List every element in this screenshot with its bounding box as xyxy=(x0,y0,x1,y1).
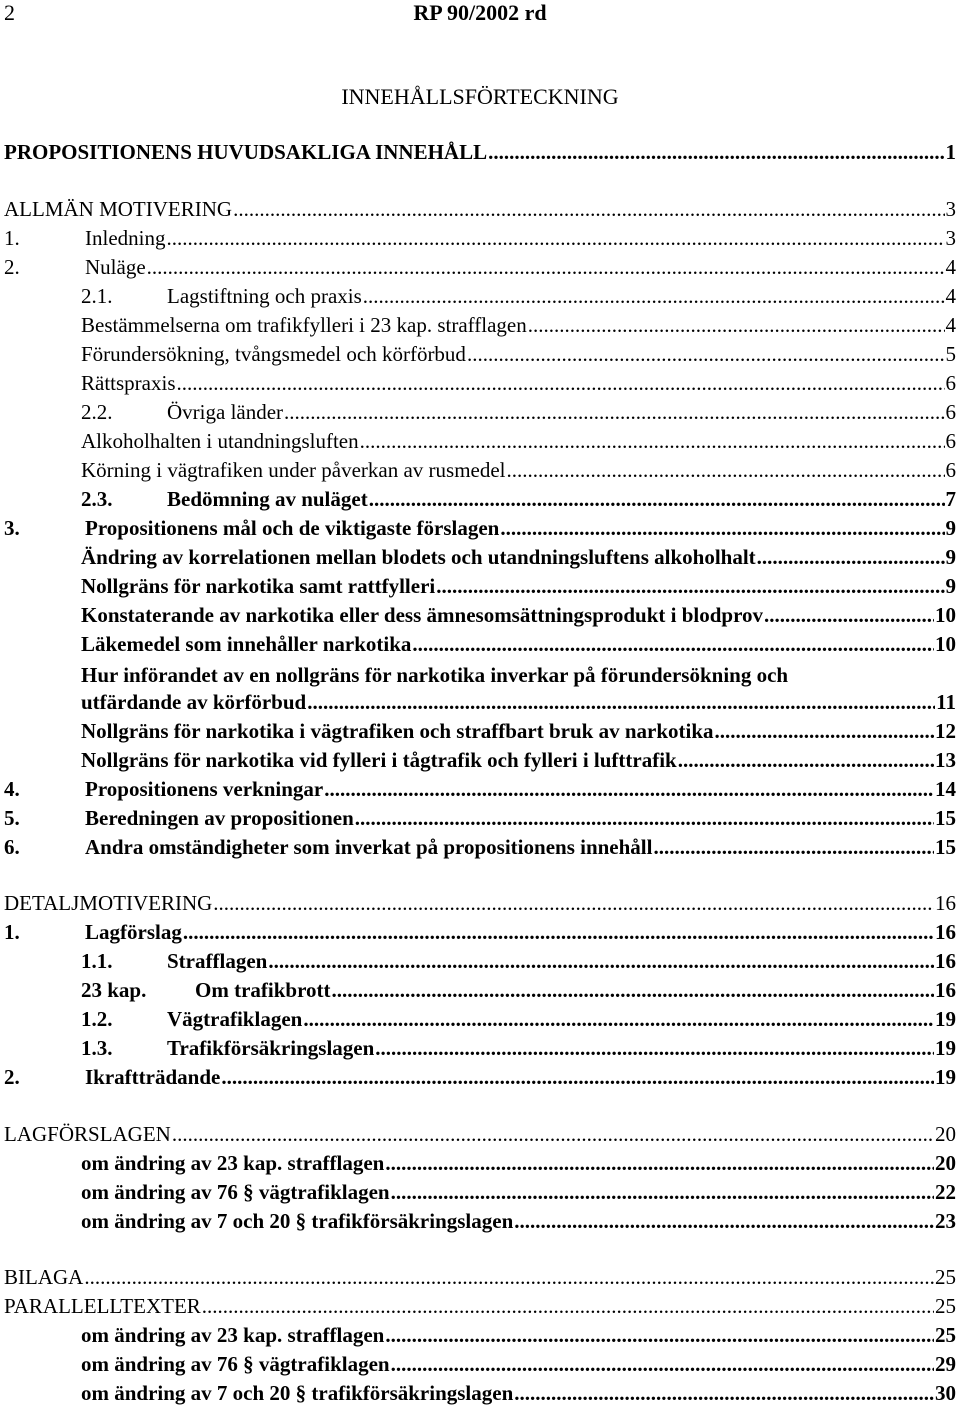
toc-entry xyxy=(81,400,956,429)
toc-entry-page: 6 xyxy=(945,371,956,395)
dot-leader xyxy=(303,1007,934,1032)
dot-leader xyxy=(412,632,934,657)
toc-entry-title: Läkemedel som innehåller narkotika xyxy=(81,632,412,656)
toc-entry-page: 15 xyxy=(935,806,956,830)
toc-entry-title: Strafflagen xyxy=(167,949,268,973)
toc-entry xyxy=(81,429,956,458)
toc-entry xyxy=(81,719,956,748)
toc-entry-number: 2. xyxy=(4,1065,20,1089)
toc-title: INNEHÅLLSFÖRTECKNING xyxy=(341,84,619,109)
toc-entry xyxy=(81,1381,956,1410)
toc-entry-number: 1.3. xyxy=(81,1036,113,1060)
toc-entry xyxy=(4,835,956,864)
dot-leader xyxy=(391,1352,934,1377)
toc-entry-page: 23 xyxy=(935,1209,956,1233)
toc-entry-title xyxy=(81,661,956,690)
toc-entry-number: 1.1. xyxy=(81,949,113,973)
toc-entry-title: Ändring av korrelationen mellan blodets och utandningsluftens alkoholhalt xyxy=(81,545,756,569)
toc-entry xyxy=(81,371,956,400)
toc-entry-title: om ändring av 7 och 20 § trafikförsäkringslagen xyxy=(81,1381,514,1405)
dot-leader xyxy=(385,1323,934,1348)
toc-entry-number: 2. xyxy=(4,255,20,279)
toc-entry-title-line: utfärdande av körförbud xyxy=(81,690,307,714)
toc-entry xyxy=(4,891,956,920)
toc-entry-title: Inledning xyxy=(85,226,166,250)
toc-entry-title: Lagförslag xyxy=(85,920,182,944)
toc-entry-title-line: Hur införandet av en nollgräns för narkotika inverkar på förundersökning och xyxy=(81,663,789,687)
toc-entry xyxy=(4,1294,956,1323)
toc-entry xyxy=(81,545,956,574)
toc-entry-title: Bedömning av nuläget xyxy=(167,487,368,511)
toc-entry-page: 6 xyxy=(945,429,956,453)
toc-entry xyxy=(4,226,956,255)
toc-entry-title: Andra omständigheter som inverkat på propositionens innehåll xyxy=(85,835,653,859)
toc-entry xyxy=(4,140,956,169)
page-number: 2 xyxy=(4,0,15,25)
toc-entry xyxy=(81,632,956,661)
toc-entry xyxy=(81,748,956,777)
dot-leader xyxy=(221,1065,934,1090)
toc-entry-title: Trafikförsäkringslagen xyxy=(167,1036,375,1060)
toc-entry-number: 1. xyxy=(4,226,20,250)
dot-leader xyxy=(363,284,945,309)
toc-entry-page: 13 xyxy=(935,748,956,772)
dot-leader xyxy=(391,1180,934,1205)
toc-entry xyxy=(81,978,956,1007)
dot-leader xyxy=(284,400,944,425)
toc-entry-title: ALLMÄN MOTIVERING xyxy=(4,197,233,221)
toc-entry-page: 16 xyxy=(935,978,956,1002)
toc-entry-title: Övriga länder xyxy=(167,400,284,424)
toc-entry-number: 2.2. xyxy=(81,400,113,424)
dot-leader xyxy=(183,920,934,945)
toc-entry xyxy=(81,1007,956,1036)
toc-entry-title: Nollgräns för narkotika i vägtrafiken och straffbart bruk av narkotika xyxy=(81,719,714,743)
toc-entry xyxy=(4,777,956,806)
dot-leader xyxy=(757,545,945,570)
dot-leader xyxy=(360,429,945,454)
toc-entry-title: Rättspraxis xyxy=(81,371,176,395)
toc-entry-page: 10 xyxy=(935,603,956,627)
dot-leader xyxy=(375,1036,934,1061)
toc-entry-number: 3. xyxy=(4,516,20,540)
toc-entry-number: 1.2. xyxy=(81,1007,113,1031)
toc-entry xyxy=(4,1065,956,1094)
toc-entry-number: 1. xyxy=(4,920,20,944)
toc-entry-title: om ändring av 76 § vägtrafiklagen xyxy=(81,1352,390,1376)
toc-entry-title: om ändring av 23 kap. strafflagen xyxy=(81,1323,385,1347)
toc-entry-number: 2.1. xyxy=(81,284,113,308)
toc-entry-page: 25 xyxy=(935,1265,956,1289)
toc-entry-title: Körning i vägtrafiken under påverkan av rusmedel xyxy=(81,458,506,482)
dot-leader xyxy=(678,748,934,773)
toc-entry xyxy=(81,284,956,313)
toc-entry-page: 19 xyxy=(935,1007,956,1031)
dot-leader xyxy=(500,516,944,541)
dot-leader xyxy=(653,835,934,860)
toc-entry-page: 9 xyxy=(945,516,956,540)
toc-entry-page: 3 xyxy=(945,197,956,221)
dot-leader xyxy=(307,690,935,715)
toc-entry-title: Konstaterande av narkotika eller dess ämnesomsättningsprodukt i blodprov xyxy=(81,603,764,627)
toc-entry xyxy=(4,1122,956,1151)
toc-entry xyxy=(4,197,956,226)
dot-leader xyxy=(172,1122,934,1147)
toc-entry xyxy=(81,1180,956,1209)
toc-entry xyxy=(81,1323,956,1352)
toc-entry-title: Nuläge xyxy=(85,255,146,279)
toc-entry xyxy=(4,516,956,545)
toc-entry-page: 19 xyxy=(935,1036,956,1060)
toc-entry xyxy=(81,949,956,978)
toc-entry-title: om ändring av 23 kap. strafflagen xyxy=(81,1151,385,1175)
toc-entry-page: 3 xyxy=(945,226,956,250)
dot-leader xyxy=(514,1381,934,1406)
toc-entry-page: 1 xyxy=(945,140,956,164)
toc-entry xyxy=(81,342,956,371)
toc-entry xyxy=(81,313,956,342)
toc-entry xyxy=(4,920,956,949)
toc-entry-page: 16 xyxy=(935,949,956,973)
toc-entry-page: 25 xyxy=(935,1323,956,1347)
dot-leader xyxy=(369,487,945,512)
toc-entry-page: 9 xyxy=(945,574,956,598)
toc-entry-page: 10 xyxy=(935,632,956,656)
toc-entry xyxy=(4,255,956,284)
dot-leader xyxy=(177,371,945,396)
dot-leader xyxy=(84,1265,934,1290)
dot-leader xyxy=(514,1209,934,1234)
toc-entry-page: 6 xyxy=(945,400,956,424)
toc-entry-page: 15 xyxy=(935,835,956,859)
dot-leader xyxy=(202,1294,934,1319)
toc-entry-page: 30 xyxy=(935,1381,956,1405)
dot-leader xyxy=(324,777,934,802)
toc-entry-line xyxy=(81,690,956,715)
toc-entry-title: PROPOSITIONENS HUVUDSAKLIGA INNEHÅLL xyxy=(4,140,488,164)
toc-entry-number: 23 kap. xyxy=(81,978,147,1002)
toc-entry-title: Lagstiftning och praxis xyxy=(167,284,362,308)
toc-entry-page: 22 xyxy=(935,1180,956,1204)
toc-entry-title: om ändring av 7 och 20 § trafikförsäkringslagen xyxy=(81,1209,514,1233)
toc-entry-title: Propositionens mål och de viktigaste förslagen xyxy=(85,516,500,540)
toc-entry-title: Vägtrafiklagen xyxy=(167,1007,303,1031)
toc-entry xyxy=(81,1352,956,1381)
toc-entry-title: PARALLELLTEXTER xyxy=(4,1294,201,1318)
toc-entry-title: om ändring av 76 § vägtrafiklagen xyxy=(81,1180,390,1204)
toc-entry xyxy=(81,487,956,516)
toc-entry-page: 7 xyxy=(945,487,956,511)
toc-entry-title: Beredningen av propositionen xyxy=(85,806,354,830)
toc-entry-page: 12 xyxy=(935,719,956,743)
toc-entry-page: 11 xyxy=(936,690,956,714)
toc-entry-title: Om trafikbrott xyxy=(195,978,331,1002)
toc-entry xyxy=(81,1151,956,1180)
toc-entry xyxy=(81,574,956,603)
dot-leader xyxy=(715,719,934,744)
dot-leader xyxy=(467,342,945,367)
toc-entry xyxy=(81,1036,956,1065)
dot-leader xyxy=(147,255,945,280)
toc-entry xyxy=(81,603,956,632)
toc-entry-title: Propositionens verkningar xyxy=(85,777,324,801)
toc-entry-title: Alkoholhalten i utandningsluften xyxy=(81,429,359,453)
toc-entry-title: LAGFÖRSLAGEN xyxy=(4,1122,171,1146)
toc-entry-number: 5. xyxy=(4,806,20,830)
toc-entry-page: 4 xyxy=(945,255,956,279)
toc-entry xyxy=(81,458,956,487)
toc-entry-title: Nollgräns för narkotika vid fylleri i tågtrafik och fylleri i lufttrafik xyxy=(81,748,677,772)
toc-entry-page: 6 xyxy=(945,458,956,482)
toc-entry-number: 2.3. xyxy=(81,487,113,511)
toc-entry-page: 16 xyxy=(935,920,956,944)
dot-leader xyxy=(507,458,945,483)
toc-entry-page: 4 xyxy=(945,284,956,308)
toc-entry xyxy=(4,1265,956,1294)
toc-entry-title: Nollgräns för narkotika samt rattfylleri xyxy=(81,574,436,598)
dot-leader xyxy=(166,226,944,251)
toc-entry-page: 20 xyxy=(935,1151,956,1175)
toc-entry-page: 25 xyxy=(935,1294,956,1318)
dot-leader xyxy=(764,603,934,628)
dot-leader xyxy=(528,313,945,338)
dot-leader xyxy=(385,1151,934,1176)
dot-leader xyxy=(436,574,944,599)
dot-leader xyxy=(488,140,944,165)
dot-leader xyxy=(233,197,944,222)
toc-entry-page: 16 xyxy=(935,891,956,915)
dot-leader xyxy=(268,949,934,974)
toc-entry-number: 6. xyxy=(4,835,20,859)
toc-entry-title: Förundersökning, tvångsmedel och körförbud xyxy=(81,342,466,366)
dot-leader xyxy=(213,891,934,916)
toc-entry-number: 4. xyxy=(4,777,20,801)
toc-entry xyxy=(81,661,956,719)
toc-entry-page: 20 xyxy=(935,1122,956,1146)
dot-leader xyxy=(355,806,934,831)
toc-entry xyxy=(4,806,956,835)
dot-leader xyxy=(332,978,934,1003)
toc-entry-title: BILAGA xyxy=(4,1265,84,1289)
toc-entry-page: 9 xyxy=(945,545,956,569)
document-reference: RP 90/2002 rd xyxy=(413,0,547,25)
toc-entry-title: Ikraftträdande xyxy=(85,1065,221,1089)
toc-entry-title: Bestämmelserna om trafikfylleri i 23 kap. strafflagen xyxy=(81,313,527,337)
toc-entry-page: 5 xyxy=(945,342,956,366)
toc-entry-page: 4 xyxy=(945,313,956,337)
toc-entry xyxy=(81,1209,956,1238)
toc-entry-page: 19 xyxy=(935,1065,956,1089)
toc-entry-page: 14 xyxy=(935,777,956,801)
toc-entry-title: DETALJMOTIVERING xyxy=(4,891,213,915)
toc-entry-page: 29 xyxy=(935,1352,956,1376)
